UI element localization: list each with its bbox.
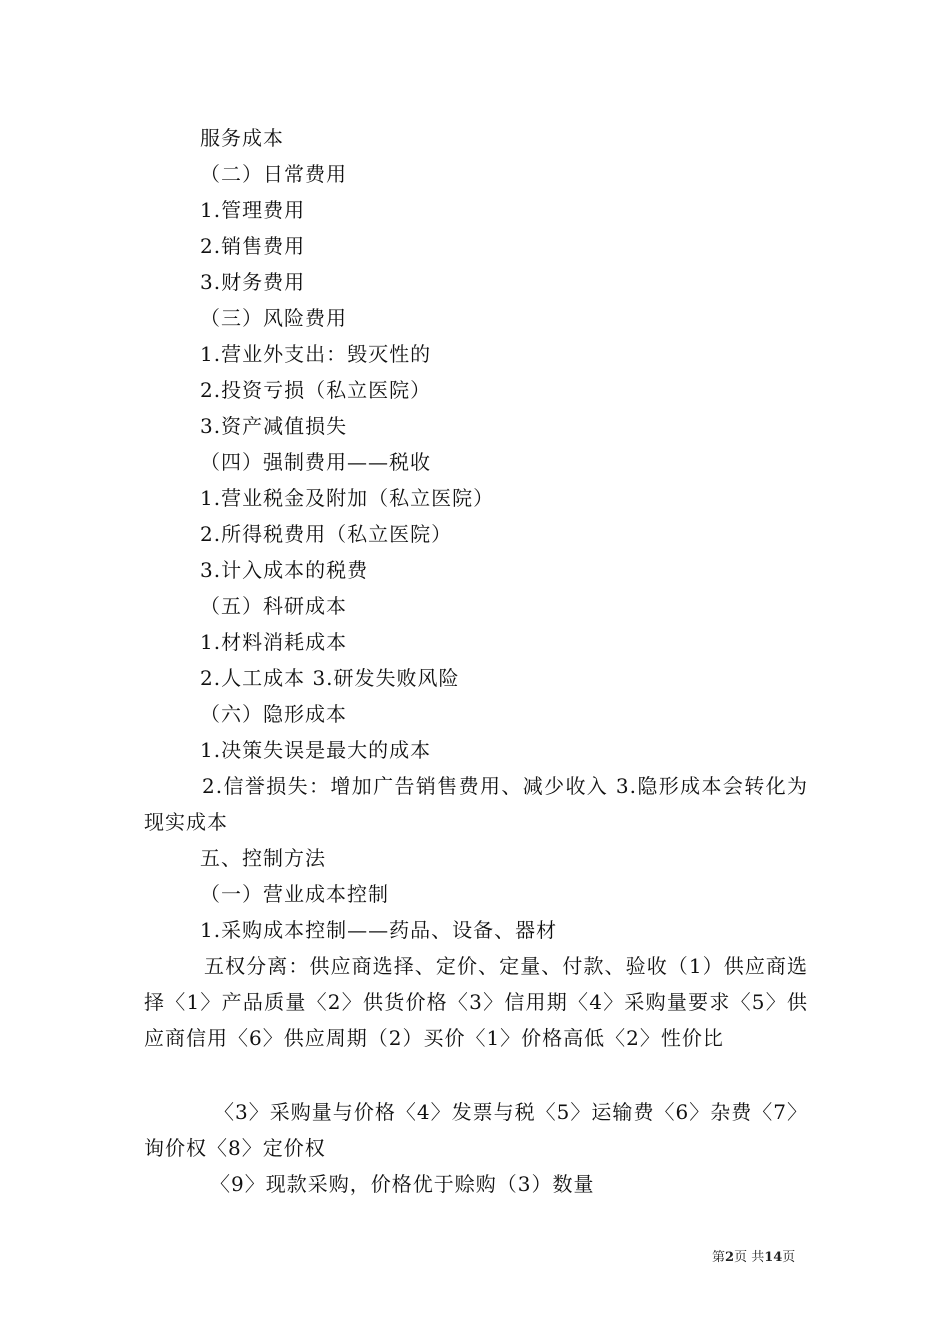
section-heading: （三）风险费用: [200, 306, 347, 330]
list-item: 2.销售费用: [200, 234, 306, 258]
section-heading: （五）科研成本: [200, 594, 347, 618]
paragraph-reputation-loss: 2.信誉损失：增加广告销售费用、减少收入 3.隐形成本会转化为现实成本: [144, 774, 808, 834]
list-item: 1.营业外支出：毁灭性的: [200, 342, 432, 366]
chapter-heading: 五、控制方法: [200, 846, 326, 870]
footer-mid: 页 共: [734, 1250, 765, 1265]
list-item: 2.投资亏损（私立医院）: [200, 378, 432, 402]
text-line: 〈9〉现款采购，价格优于赊购（3）数量: [210, 1172, 595, 1196]
paragraph-price-items: 〈3〉采购量与价格〈4〉发票与税〈5〉运输费〈6〉杂费〈7〉询价权〈8〉定价权: [144, 1100, 808, 1160]
paragraph-five-rights: 五权分离：供应商选择、定价、定量、付款、验收（1）供应商选择〈1〉产品质量〈2〉供货价格〈3〉信用期〈4〉采购量要求〈5〉供应商信用〈6〉供应周期（2）买价〈1〉价格高低〈2〉性价比: [144, 954, 808, 1050]
list-item: 3.财务费用: [200, 270, 306, 294]
list-item: 1.材料消耗成本: [200, 630, 348, 654]
section-heading: （一）营业成本控制: [200, 882, 389, 906]
section-heading: （六）隐形成本: [200, 702, 347, 726]
footer-suffix: 页: [782, 1250, 796, 1265]
text-line: 服务成本: [200, 126, 284, 150]
section-heading: （四）强制费用——税收: [200, 450, 431, 474]
section-heading: （二）日常费用: [200, 162, 347, 186]
footer-page-number: 2: [725, 1250, 735, 1265]
list-item: 3.资产减值损失: [200, 414, 348, 438]
page-footer: [712, 1246, 795, 1265]
list-item: 2.人工成本 3.研发失败风险: [200, 666, 460, 690]
list-item: 1.决策失误是最大的成本: [200, 738, 432, 762]
list-item: 3.计入成本的税费: [200, 558, 369, 582]
list-item: 1.管理费用: [200, 198, 306, 222]
list-item: 2.所得税费用（私立医院）: [200, 522, 453, 546]
list-item: 1.采购成本控制——药品、设备、器材: [200, 918, 558, 942]
footer-total-pages: 14: [764, 1250, 783, 1265]
list-item: 1.营业税金及附加（私立医院）: [200, 486, 495, 510]
footer-prefix: 第: [712, 1250, 726, 1265]
